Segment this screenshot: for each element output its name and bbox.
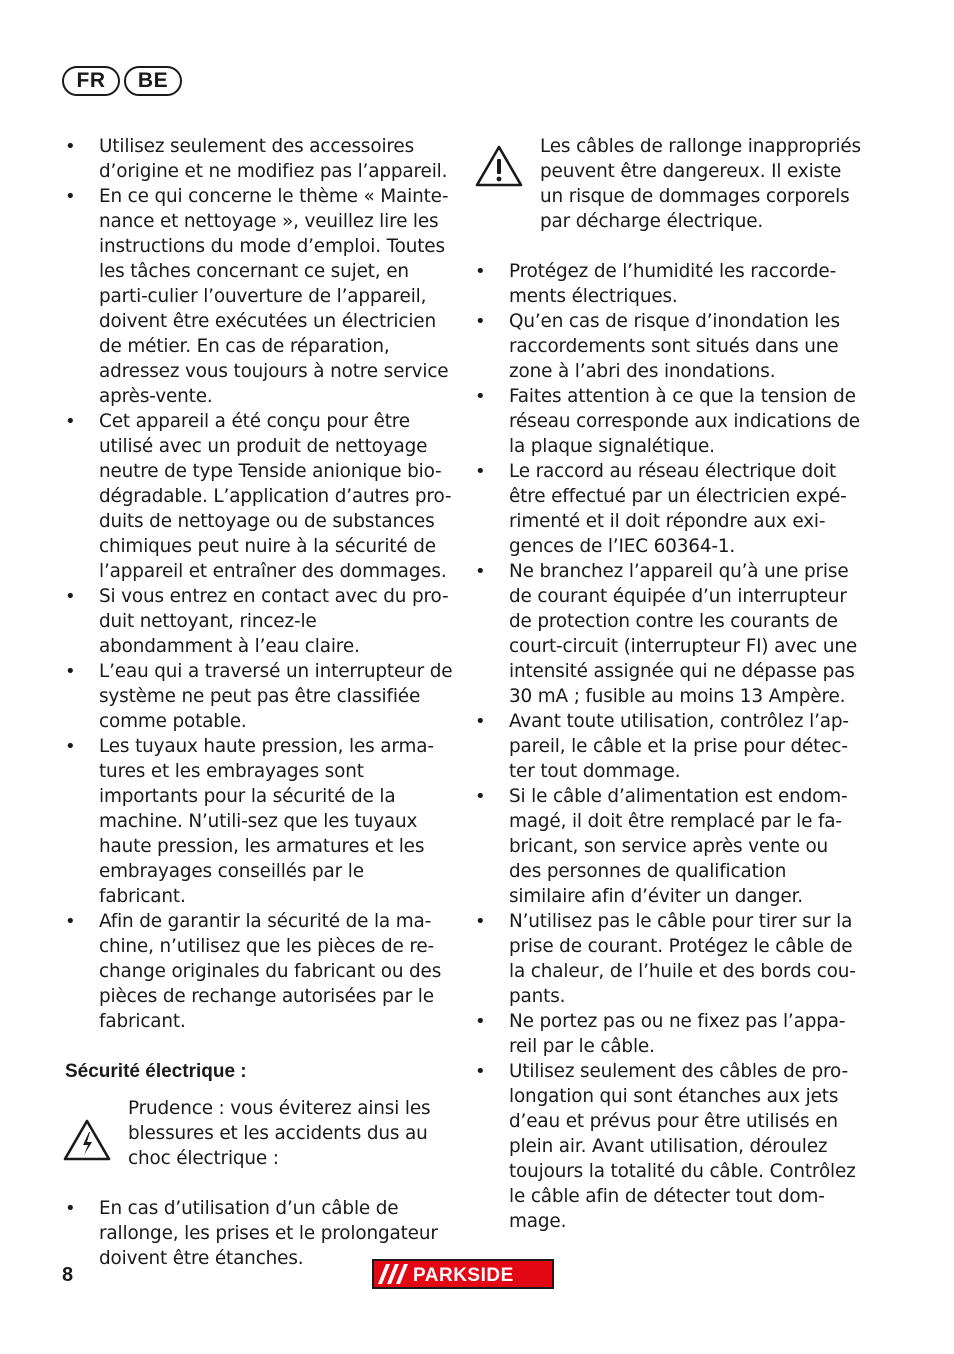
section-title-electrical-safety: Sécurité électrique : (65, 1061, 247, 1082)
list-item: • Utilisez seulement des câbles de pro-longation qui sont étanches aux jets d’eau et prévus pour être utilisés en plein air. Avant utilisation, déroulez toujours la totalité du câble. Contrôlez le câble afin de détecter tout dom-mage. (472, 1059, 862, 1234)
list-item: • Afin de garantir la sécurité de la ma-chine, n’utilisez que les pièces de re-change originales du fabricant ou des pièces de rechange autorisées par le fabricant. (62, 909, 454, 1034)
list-item: • N’utilisez pas le câble pour tirer sur la prise de courant. Protégez le câble de la chaleur, de l’huile et des bords cou-pants. (472, 909, 862, 1009)
safety-bullet-list (62, 134, 454, 1034)
list-item: • Faites attention à ce que la tension de réseau corresponde aux indications de la plaque signalétique. (472, 384, 862, 459)
exclamation-warning-icon (474, 144, 524, 192)
page-number: 8 (62, 1264, 74, 1286)
list-item: • Si le câble d’alimentation est endom-magé, il doit être remplacé par le fa-bricant, son service après vente ou des personnes de qualification similaire afin d’éviter un danger. (472, 784, 862, 909)
list-item: • Les tuyaux haute pression, les arma-tures et les embrayages sont importants pour la sécurité de la machine. N’utili-sez que les tuyaux haute pression, les armatures et les embrayages conseillés par le fabricant. (62, 734, 454, 909)
list-item: • Qu’en cas de risque d’inondation les raccordements sont situés dans une zone à l’abri des inondations. (472, 309, 862, 384)
list-item: • Ne portez pas ou ne fixez pas l’appa-reil par le câble. (472, 1009, 862, 1059)
electric-warning-text: Prudence : vous éviterez ainsi les blessures et les accidents dus au choc électrique : (128, 1098, 431, 1169)
parkside-logo (372, 1259, 554, 1293)
list-item: • En cas d’utilisation d’un câble de rallonge, les prises et le prolongateur doivent être étanches. (62, 1196, 454, 1271)
list-item: • Si vous entrez en contact avec du pro-duit nettoyant, rincez-le abondamment à l’eau claire. (62, 584, 454, 659)
language-badges (62, 66, 182, 96)
left-column (62, 134, 454, 1271)
right-column (472, 134, 862, 1234)
list-item: • L’eau qui a traversé un interrupteur de système ne peut pas être classifiée comme potable. (62, 659, 454, 734)
list-item: • Ne branchez l’appareil qu’à une prise de courant équipée d’un interrupteur de protection contre les courants de court-circuit (interrupteur FI) avec une intensité assignée qui ne dépasse pas 30 mA ; fusible au moins 13 Ampère. (472, 559, 862, 709)
list-item: • Protégez de l’humidité les raccorde-ments électriques. (472, 259, 862, 309)
language-badge-fr: FR (62, 66, 120, 96)
list-item: • En ce qui concerne le thème « Mainte-nance et nettoyage », veuillez lire les instructions du mode d’emploi. Toutes les tâches concernant ce sujet, en parti-culier l’ouverture de l’appareil, doivent être exécutées un électricien de métier. En cas de réparation, adressez vous toujours à notre service après-vente. (62, 184, 454, 409)
list-item: • Le raccord au réseau électrique doit être effectué par un électricien expé-rimenté et il doit répondre aux exi-gences de l’IEC 60364-1. (472, 459, 862, 559)
general-warning-note (472, 134, 862, 234)
language-badge-be: BE (124, 66, 182, 96)
list-item: • Utilisez seulement des accessoires d’origine et ne modifiez pas l’appareil. (62, 134, 454, 184)
electric-warning-note (62, 1096, 454, 1171)
list-item: • Avant toute utilisation, contrôlez l’ap-pareil, le câble et la prise pour détec-ter tout dommage. (472, 709, 862, 784)
electrical-bullet-list-continued (472, 259, 862, 1234)
general-warning-text: Les câbles de rallonge inappropriés peuvent être dangereux. Il existe un risque de dommages corporels par décharge électrique. (540, 136, 861, 232)
list-item: • Cet appareil a été conçu pour être utilisé avec un produit de nettoyage neutre de type Tenside anionique bio-dégradable. L’application d’autres pro-duits de nettoyage ou de substances chimiques peut nuire à la sécurité de l’appareil et entraîner des dommages. (62, 409, 454, 584)
brand-name: PARKSIDE (413, 1265, 514, 1286)
electric-shock-warning-icon (62, 1118, 112, 1166)
